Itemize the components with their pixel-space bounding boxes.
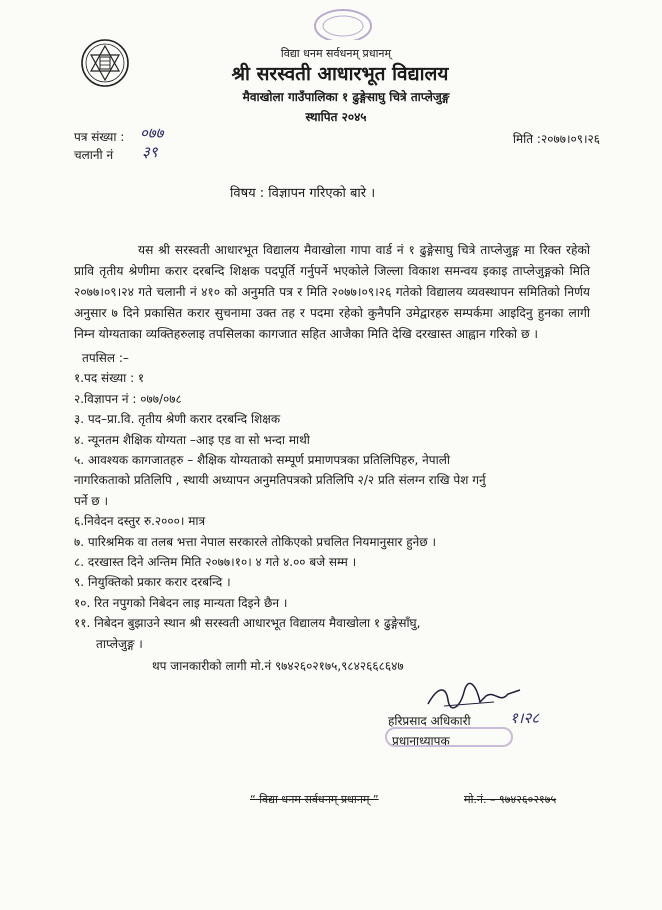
list-item: १०. रित नपुगको निबेदन लाइ मान्यता दिइने छैन । [74,595,288,610]
school-name: श्री सरस्वती आधारभूत विद्यालय [231,63,449,85]
list-item: पर्ने छ । [74,493,109,508]
list-item: २.विज्ञापन नं : ०७७/०७८ [74,391,182,406]
subject-line: विषय : विज्ञापन गरिएको बारे । [230,186,376,201]
list-item: ७. पारिश्रमिक वा तलब भत्ता नेपाल सरकारले तोकिएको प्रचलित नियमानुसार हुनेछ । [74,534,437,549]
list-item: ९. नियुक्तिको प्रकार करार दरबन्दि । [74,575,231,590]
signature-date: १।२८ [510,709,540,727]
school-motto: विद्या धनम सर्वधनम् प्रधानम् [280,47,392,60]
contact-info: थप जानकारीको लागी मो.नं ९७४२६०२१७५,९८४२६६८६४७ [152,659,404,673]
list-item: ४. न्यूनतम शैक्षिक योग्यता –आइ एड वा सो भन्दा माथी [74,432,310,447]
stamp-seal-icon [312,6,374,40]
reference-label: पत्र संख्या : [74,130,125,144]
list-item: ३. पद–प्रा.वि. तृतीय श्रेणी करार दरबन्दि शिक्षक [74,412,281,427]
list-item: ६.निवेदन दस्तुर रु.२०००। मात्र [74,514,206,529]
details-list [74,348,604,654]
details-heading: तपसिल :– [82,351,129,365]
signer-name: हरिप्रसाद अधिकारी [388,714,471,728]
footer-phone: मो.नं. – ९७४२६०२१७५ [464,793,557,806]
list-item: ११. निबेदन बुझाउने स्थान श्री सरस्वती आधारभूत विद्यालय मैवाखोला १ ढुङ्गेसाँघु, [74,616,421,631]
signer-title: प्रधानाध्यापक [392,734,450,748]
reference-number: ०७७ [140,124,164,142]
dispatch-number: ३९ [142,143,158,161]
dispatch-label: चलानी नं [74,148,114,162]
established-year: स्थापित २०४५ [305,110,367,124]
footer-motto: “ विद्या धनम सर्वधनम् प्रधानम् ” [250,793,379,806]
list-item: ताप्लेजुङ्ग । [96,636,143,651]
signature-icon [424,682,524,712]
list-item: नागरिकताको प्रतिलिपि , स्थायी अध्यापन अनुमतिपत्रको प्रतिलिपि २/२ प्रति संलग्न राखि पेश गर्नु [74,473,486,488]
list-item: १.पद संख्या : १ [74,371,145,386]
letter-date: मिति :२०७७।०९।२६ [512,132,600,146]
list-item: ८. दरखास्त दिने अन्तिम मिति २०७७।१०। ४ गते ४.०० बजे सम्म । [74,555,357,570]
school-address: मैवाखोला गाउँपालिका १ ढुङ्गेसाघु चित्रे ताप्लेजुङ्ग [242,90,450,104]
body-paragraph: यस श्री सरस्वती आधारभूत विद्यालय मैवाखोला गापा वार्ड नं १ ढुङ्गेसाघु चित्रे ताप्लेजुङ्ग मा रिक्त रहेको प्रावि तृतीय श्रेणीमा करार दरबन्दि शिक्षक पदपूर्ति गर्नुपर्ने भएकोले जिल्ला विकाश समन्वय इकाइ ताप्लेजुङ्गको मिति २०७७।०९।२४ गते चलानी नं ४१० को अनुमति पत्र र मिति २०७७।०९।२६ गतेको विद्यालय व्यवस्थापन समितिको निर्णय अनुसार ७ दिने प्रकासित करार सुचनामा उक्त तह र पदमा रहेको कुनैपनि उमेद्वारहरु सम्पर्कमा आइदिनु हुनका लागी निम्न योग्यताका व्यक्तिहरुलाइ तपसिलका कागजात सहित आजैका मिति देखि दरखास्त आह्वान गरिको छ । [74,243,590,341]
list-item: ५. आवश्यक कागजातहरु – शैक्षिक योग्यताको सम्पूर्ण प्रमाणपत्रका प्रतिलिपिहरु, नेपाली [74,453,450,468]
